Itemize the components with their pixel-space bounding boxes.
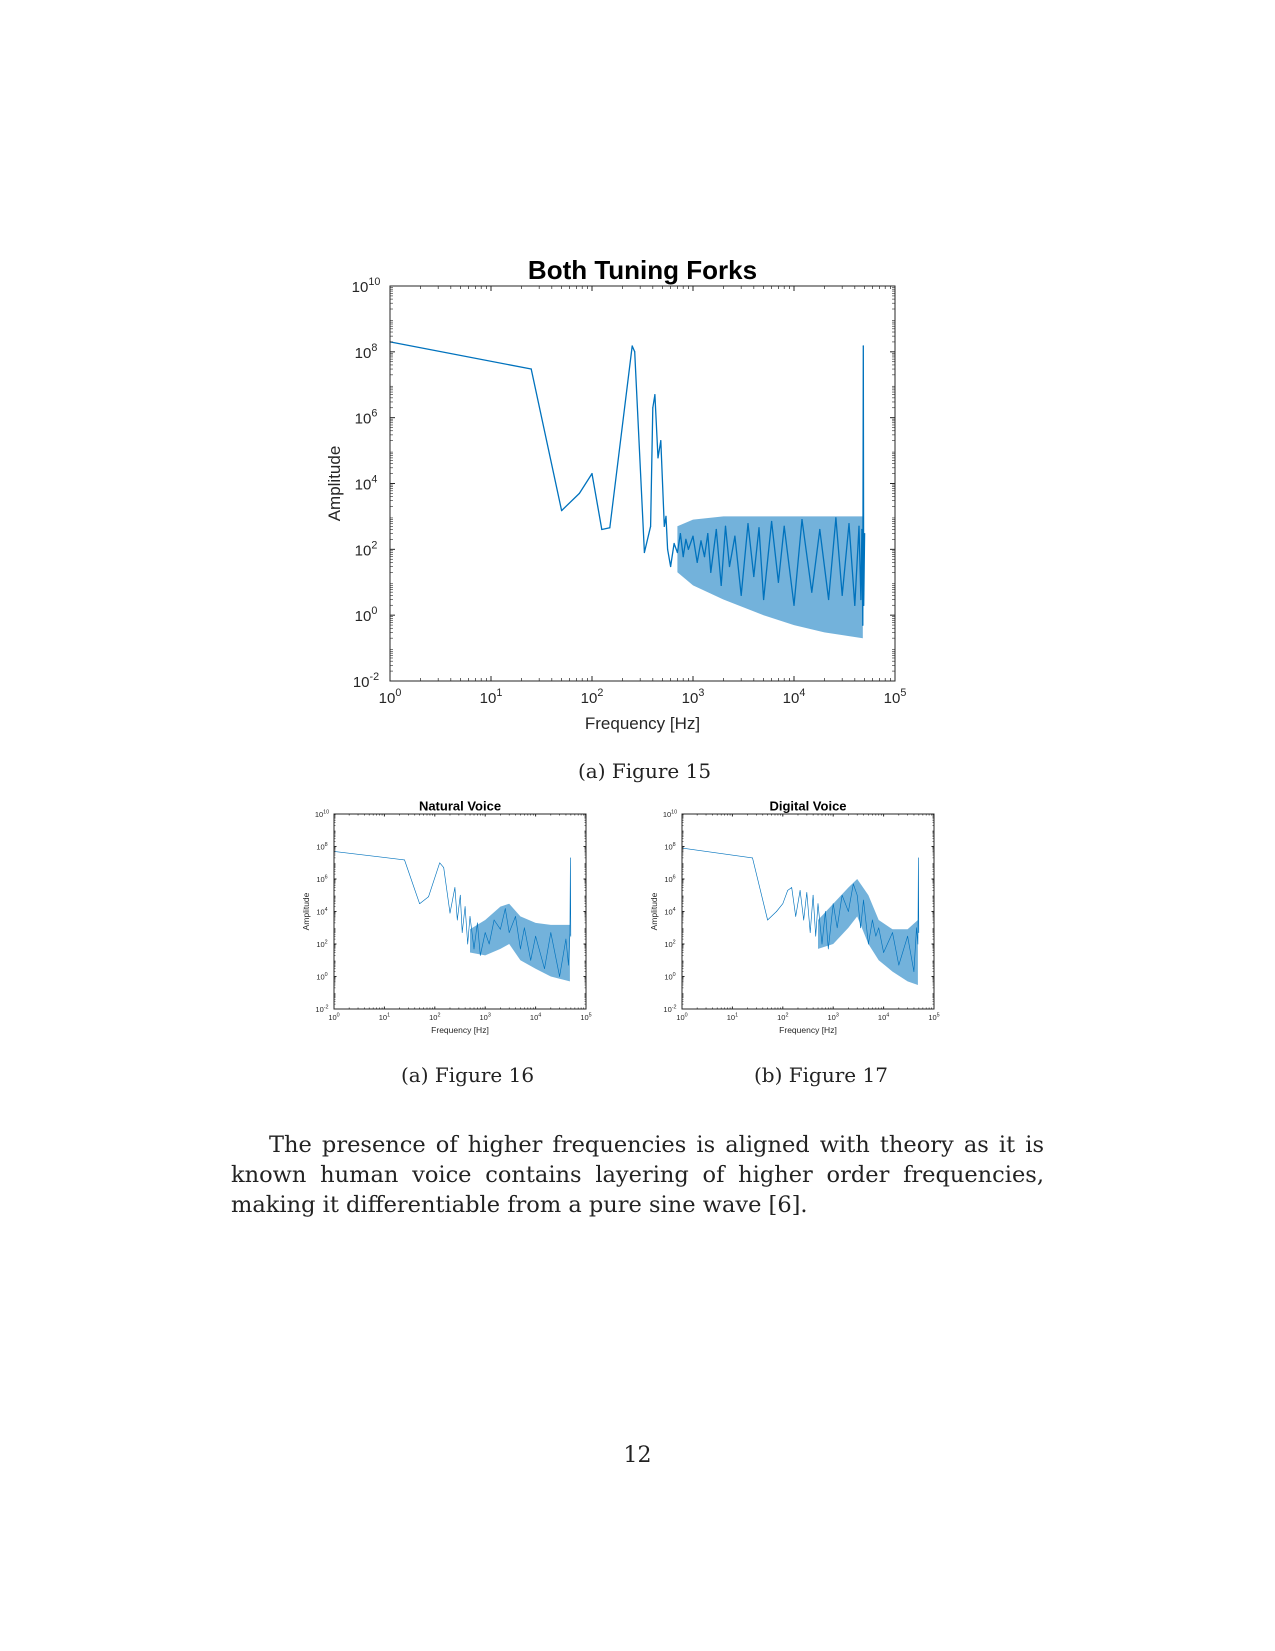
x-tick-exponent: 0 xyxy=(684,1012,688,1019)
y-tick-label: $10^{-2}$ xyxy=(315,1004,329,1014)
data-point xyxy=(474,949,475,950)
data-point xyxy=(544,968,545,969)
plot-frame xyxy=(334,814,586,1009)
x-axis-label: Frequency [Hz] xyxy=(431,1025,489,1035)
data-point xyxy=(688,549,689,550)
x-tick-exponent: 3 xyxy=(835,1012,839,1019)
x-axis-label: Frequency [Hz] xyxy=(584,714,701,733)
y-tick-exponent: 8 xyxy=(371,341,378,354)
data-point xyxy=(571,936,572,937)
data-point xyxy=(710,572,711,573)
y-tick-exponent: 10 xyxy=(368,276,381,288)
x-tick-exponent: 1 xyxy=(496,687,503,699)
series-noise-band xyxy=(818,879,918,985)
figure-17 xyxy=(649,798,962,1055)
data-point xyxy=(570,934,571,935)
data-point xyxy=(524,928,525,929)
data-point xyxy=(700,540,701,541)
y-tick-label: $10^2$ xyxy=(316,939,328,949)
data-point xyxy=(734,536,735,537)
data-point xyxy=(460,895,461,896)
data-point xyxy=(776,911,777,912)
data-point xyxy=(825,911,826,912)
data-point xyxy=(787,890,788,891)
data-point xyxy=(462,932,463,933)
x-axis-label: Frequency [Hz] xyxy=(779,1025,837,1035)
x-tick-exponent: 1 xyxy=(735,1012,739,1019)
data-point xyxy=(815,936,816,937)
x-tick-label: $10^1$ xyxy=(479,687,503,707)
data-point xyxy=(741,595,742,596)
x-tick-exponent: 0 xyxy=(395,687,402,699)
data-point xyxy=(654,394,655,395)
data-point xyxy=(509,932,510,933)
data-point xyxy=(665,516,666,517)
data-point xyxy=(704,556,705,557)
x-tick-exponent: 4 xyxy=(799,687,806,699)
data-point xyxy=(784,526,785,527)
data-point xyxy=(857,895,858,896)
y-tick-label: $10^{10}$ xyxy=(314,809,330,819)
data-point xyxy=(680,533,681,534)
data-point xyxy=(570,858,571,859)
x-tick-label: $10^1$ xyxy=(726,1012,739,1022)
y-tick-label: $10^6$ xyxy=(316,874,328,884)
data-point xyxy=(716,529,717,530)
data-point xyxy=(465,906,466,907)
data-point xyxy=(835,517,836,518)
plot-frame xyxy=(682,814,934,1009)
page-number: 12 xyxy=(623,1443,652,1468)
data-point xyxy=(916,928,917,929)
x-tick-label: $10^0$ xyxy=(378,687,402,707)
data-point xyxy=(450,913,451,914)
series-noise-band xyxy=(470,904,570,982)
data-point xyxy=(601,529,602,530)
data-point xyxy=(439,863,440,864)
y-tick-exponent: 10 xyxy=(323,809,330,816)
y-axis-label: Amplitude xyxy=(649,892,659,931)
x-tick-exponent: 2 xyxy=(597,687,604,699)
y-tick-label: $10^2$ xyxy=(664,939,676,949)
data-point xyxy=(419,903,420,904)
figure-15 xyxy=(310,250,930,760)
x-tick-label: $10^2$ xyxy=(429,1012,441,1022)
data-point xyxy=(807,892,808,893)
data-point xyxy=(767,920,768,921)
data-point xyxy=(634,351,635,352)
data-point xyxy=(858,526,859,527)
data-point xyxy=(878,928,879,929)
data-point xyxy=(707,533,708,534)
data-point xyxy=(907,936,908,937)
data-point xyxy=(467,944,468,945)
x-tick-label: $10^4$ xyxy=(782,687,806,707)
data-point xyxy=(783,903,784,904)
data-point xyxy=(477,923,478,924)
data-point xyxy=(853,884,854,885)
x-tick-exponent: 2 xyxy=(437,1012,441,1019)
figure-15-caption: (a) Figure 15 xyxy=(578,759,712,783)
x-tick-exponent: 4 xyxy=(538,1012,542,1019)
x-tick-exponent: 2 xyxy=(785,1012,789,1019)
data-point xyxy=(914,971,915,972)
data-point xyxy=(800,890,801,891)
data-point xyxy=(500,929,501,930)
y-tick-label: $10^8$ xyxy=(316,842,328,852)
data-point xyxy=(778,582,779,583)
data-point xyxy=(863,900,864,901)
y-tick-label: $10^{-2}$ xyxy=(352,671,380,691)
y-tick-label: $10^2$ xyxy=(354,539,378,560)
data-point xyxy=(660,440,661,441)
y-tick-label: $10^6$ xyxy=(354,407,378,428)
y-tick-exponent: -2 xyxy=(369,671,380,683)
data-point xyxy=(505,908,506,909)
data-point xyxy=(404,860,405,861)
x-tick-exponent: 5 xyxy=(588,1012,592,1019)
data-point xyxy=(667,549,668,550)
figure-16-chart xyxy=(300,798,610,1055)
data-point xyxy=(725,526,726,527)
data-point xyxy=(729,566,730,567)
data-point xyxy=(771,521,772,522)
data-point xyxy=(561,510,562,511)
data-point xyxy=(828,949,829,950)
y-axis-label: Amplitude xyxy=(301,892,311,931)
y-tick-exponent: 8 xyxy=(672,842,676,848)
data-point xyxy=(674,543,675,544)
data-point xyxy=(795,916,796,917)
data-point xyxy=(609,527,610,528)
y-tick-exponent: 4 xyxy=(672,907,676,913)
data-point xyxy=(918,858,919,859)
y-tick-label: $10^8$ xyxy=(354,341,378,362)
data-point xyxy=(670,566,671,567)
data-point xyxy=(551,932,552,933)
x-tick-label: $10^2$ xyxy=(777,1012,789,1022)
chart-title: Both Tuning Forks xyxy=(527,255,758,285)
y-tick-exponent: 0 xyxy=(324,972,328,978)
data-point xyxy=(721,585,722,586)
data-point xyxy=(644,552,645,553)
data-point xyxy=(683,556,684,557)
figure-15-chart xyxy=(310,250,930,760)
y-tick-label: $10^4$ xyxy=(354,473,378,494)
x-tick-label: $10^4$ xyxy=(877,1012,890,1022)
y-tick-exponent: 2 xyxy=(672,939,676,946)
data-point xyxy=(899,965,900,966)
y-tick-label: $10^6$ xyxy=(664,874,676,884)
x-tick-label: $10^0$ xyxy=(676,1012,688,1022)
data-point xyxy=(819,529,820,530)
data-point xyxy=(752,858,753,859)
data-point xyxy=(872,920,873,921)
y-tick-label: $10^8$ xyxy=(664,842,676,852)
data-point xyxy=(697,562,698,563)
data-point xyxy=(863,605,864,606)
data-point xyxy=(883,952,884,953)
x-tick-exponent: 5 xyxy=(900,687,907,699)
y-tick-exponent: 2 xyxy=(371,539,378,552)
data-point xyxy=(530,960,531,961)
data-point xyxy=(677,552,678,553)
data-point xyxy=(566,939,567,940)
data-point xyxy=(842,895,843,896)
data-point xyxy=(535,936,536,937)
data-point xyxy=(848,911,849,912)
y-tick-exponent: 4 xyxy=(324,907,328,913)
data-point xyxy=(892,932,893,933)
data-point xyxy=(868,944,869,945)
data-point xyxy=(848,523,849,524)
x-tick-label: $10^1$ xyxy=(378,1012,391,1022)
x-tick-label: $10^3$ xyxy=(681,687,705,707)
y-tick-exponent: 4 xyxy=(371,473,378,486)
data-point xyxy=(568,965,569,966)
x-tick-label: $10^5$ xyxy=(580,1012,592,1022)
data-point xyxy=(494,920,495,921)
y-tick-label: $10^{-2}$ xyxy=(663,1004,677,1014)
data-point xyxy=(455,887,456,888)
figure-17-caption: (b) Figure 17 xyxy=(754,1063,888,1087)
y-tick-label: $10^4$ xyxy=(664,907,676,917)
data-point xyxy=(861,529,862,530)
x-tick-exponent: 5 xyxy=(936,1012,940,1019)
data-point xyxy=(813,895,814,896)
y-tick-exponent: 8 xyxy=(324,842,328,848)
data-point xyxy=(632,345,633,346)
y-tick-exponent: 6 xyxy=(371,407,378,420)
y-tick-label: $10^4$ xyxy=(316,907,328,917)
data-point xyxy=(579,493,580,494)
y-tick-exponent: 6 xyxy=(324,874,328,881)
data-point xyxy=(862,625,863,626)
data-point xyxy=(822,944,823,945)
x-tick-exponent: 3 xyxy=(698,687,705,699)
data-point xyxy=(428,897,429,898)
data-point xyxy=(443,867,444,868)
data-point xyxy=(591,473,592,474)
data-point xyxy=(818,903,819,904)
data-point xyxy=(489,944,490,945)
data-point xyxy=(485,932,486,933)
data-point xyxy=(860,928,861,929)
data-point xyxy=(842,595,843,596)
y-tick-exponent: 2 xyxy=(324,939,328,946)
figure-17-chart xyxy=(649,798,962,1055)
x-tick-exponent: 0 xyxy=(336,1012,340,1019)
y-tick-exponent: 6 xyxy=(672,874,676,881)
data-point xyxy=(664,526,665,527)
y-tick-exponent: 0 xyxy=(672,972,676,978)
data-point xyxy=(559,976,560,977)
chart-title: Natural Voice xyxy=(418,798,502,814)
data-point xyxy=(480,955,481,956)
figure-16 xyxy=(300,798,610,1055)
data-point xyxy=(753,576,754,577)
data-point xyxy=(470,916,471,917)
y-tick-label: $10^{10}$ xyxy=(351,276,381,296)
data-point xyxy=(747,523,748,524)
x-tick-label: $10^0$ xyxy=(328,1012,340,1022)
data-point xyxy=(692,536,693,537)
x-tick-label: $10^3$ xyxy=(479,1012,491,1022)
data-point xyxy=(860,599,861,600)
y-tick-exponent: -2 xyxy=(671,1004,677,1011)
data-point xyxy=(919,932,920,933)
data-point xyxy=(864,533,865,534)
body-paragraph: The presence of higher frequencies is aligned with theory as it is known human voice contains layering of higher order frequencies, making it differentiable from a pure sine wave [6]. xyxy=(231,1132,1044,1218)
data-point xyxy=(810,932,811,933)
y-tick-exponent: 10 xyxy=(671,809,678,816)
x-tick-label: $10^4$ xyxy=(529,1012,542,1022)
data-point xyxy=(803,920,804,921)
x-tick-exponent: 3 xyxy=(487,1012,491,1019)
y-axis-label: Amplitude xyxy=(325,445,344,522)
x-tick-exponent: 1 xyxy=(387,1012,391,1019)
x-tick-label: $10^5$ xyxy=(883,687,907,707)
data-point xyxy=(650,526,651,527)
data-point xyxy=(657,457,658,458)
data-point xyxy=(876,936,877,937)
data-point xyxy=(457,920,458,921)
data-point xyxy=(515,916,516,917)
y-tick-label: $10^0$ xyxy=(664,972,676,982)
x-tick-label: $10^2$ xyxy=(580,687,604,707)
y-tick-label: $10^{10}$ xyxy=(662,809,678,819)
data-point xyxy=(791,887,792,888)
x-tick-label: $10^3$ xyxy=(827,1012,839,1022)
data-point xyxy=(863,345,864,346)
data-point xyxy=(801,519,802,520)
data-point xyxy=(828,599,829,600)
data-point xyxy=(793,605,794,606)
y-tick-label: $10^0$ xyxy=(316,972,328,982)
chart-title: Digital Voice xyxy=(769,798,847,814)
y-tick-exponent: 0 xyxy=(371,605,378,618)
x-tick-exponent: 4 xyxy=(886,1012,890,1019)
data-point xyxy=(837,928,838,929)
x-tick-label: $10^5$ xyxy=(928,1012,940,1022)
y-tick-exponent: -2 xyxy=(323,1004,329,1011)
data-point xyxy=(520,949,521,950)
data-point xyxy=(763,599,764,600)
y-tick-label: $10^0$ xyxy=(354,605,378,626)
data-point xyxy=(918,944,919,945)
data-point xyxy=(833,903,834,904)
figure-16-caption: (a) Figure 16 xyxy=(401,1063,535,1087)
data-point xyxy=(854,605,855,606)
data-point xyxy=(685,539,686,540)
data-point xyxy=(758,527,759,528)
data-point xyxy=(811,592,812,593)
data-point xyxy=(531,368,532,369)
data-point xyxy=(652,407,653,408)
